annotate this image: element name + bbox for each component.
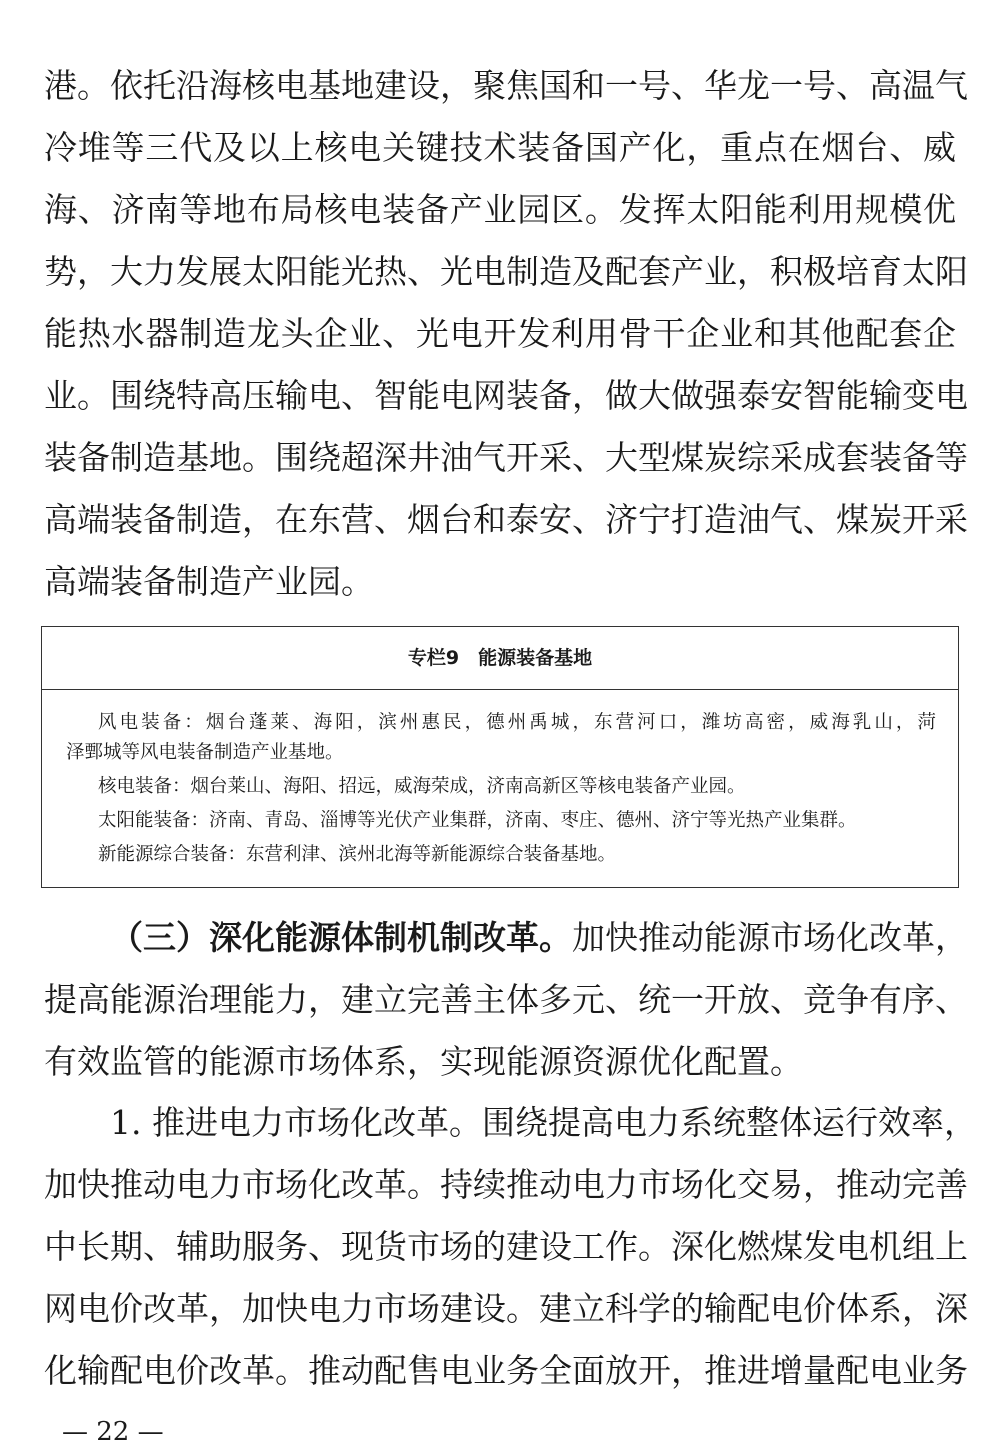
column-box-line: 泽鄄城等风电装备制造产业基地。: [66, 742, 344, 763]
paragraph-line: 有效监管的能源市场体系，实现能源资源优化配置。: [44, 1042, 803, 1081]
column-box-line: 太阳能装备：济南、青岛、淄博等光伏产业集群，济南、枣庄、德州、济宁等光热产业集群。: [98, 810, 857, 831]
paragraph-line: 高端装备制造，在东营、烟台和泰安、济宁打造油气、煤炭开采: [44, 500, 968, 539]
paragraph-line: 化输配电价改革。推动配售电业务全面放开，推进增量配电业务: [44, 1351, 968, 1390]
paragraph-line: 势，大力发展太阳能光热、光电制造及配套产业，积极培育太阳: [44, 252, 968, 291]
column-box: [41, 626, 959, 888]
column-box-line: 风电装备：烟台蓬莱、海阳，滨州惠民，德州禹城，东营河口，潍坊高密，威海乳山，菏: [98, 712, 936, 733]
column-box-title: 专栏9 能源装备基地: [407, 647, 593, 669]
section-heading-line: [110, 907, 968, 969]
paragraph-line: 冷堆等三代及以上核电关键技术装备国产化，重点在烟台、威: [44, 128, 956, 167]
paragraph-line: 提高能源治理能力，建立完善主体多元、统一开放、竞争有序、: [44, 980, 968, 1019]
section-heading: （三）深化能源体制机制改革。: [110, 918, 572, 957]
paragraph-line: 装备制造基地。围绕超深井油气开采、大型煤炭综采成套装备等: [44, 438, 968, 477]
item-heading-line: 1. 推进电力市场化改革。围绕提高电力系统整体运行效率，: [110, 1103, 977, 1142]
column-box-divider: [42, 689, 958, 690]
page-number: — 22 —: [62, 1417, 164, 1447]
paragraph-line: 能热水器制造龙头企业、光电开发利用骨干企业和其他配套企: [44, 314, 956, 353]
section-heading-rest: 加快推动能源市场化改革，: [572, 918, 968, 957]
paragraph-line: 高端装备制造产业园。: [44, 562, 374, 601]
paragraph-line: 业。围绕特高压输电、智能电网装备，做大做强泰安智能输变电: [44, 376, 968, 415]
column-box-line: 新能源综合装备：东营利津、滨州北海等新能源综合装备基地。: [98, 844, 617, 865]
paragraph-line: 加快推动电力市场化改革。持续推动电力市场化交易，推动完善: [44, 1165, 968, 1204]
paragraph-line: 海、济南等地布局核电装备产业园区。发挥太阳能利用规模优: [44, 190, 956, 229]
paragraph-line: 港。依托沿海核电基地建设，聚焦国和一号、华龙一号、高温气: [44, 66, 968, 105]
paragraph-line: 中长期、辅助服务、现货市场的建设工作。深化燃煤发电机组上: [44, 1227, 968, 1266]
paragraph-line: 网电价改革，加快电力市场建设。建立科学的输配电价体系，深: [44, 1289, 968, 1328]
column-box-line: 核电装备：烟台莱山、海阳、招远，威海荣成，济南高新区等核电装备产业园。: [98, 776, 746, 797]
